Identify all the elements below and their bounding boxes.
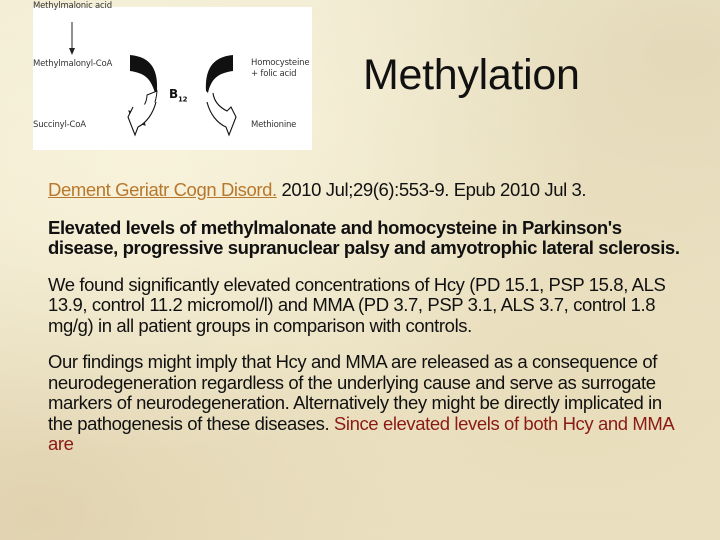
- label-methionine: Methionine: [251, 120, 297, 130]
- label-folic-acid: + folic acid: [251, 69, 297, 79]
- conclusion-highlight: Since elevated levels of both Hcy and MMA are: [48, 412, 674, 454]
- conclusion-paragraph: [48, 352, 688, 455]
- citation: [48, 180, 688, 201]
- b12-base: B: [169, 87, 178, 101]
- slide-body: [48, 180, 688, 471]
- article-title: Elevated levels of methylmalonate and homocysteine in Parkinson's disease, progressive supranuclear palsy and amyotrophic lateral sclerosis.: [48, 216, 680, 258]
- journal-link[interactable]: Dement Geriatr Cogn Disord.: [48, 179, 277, 200]
- citation-details: 2010 Jul;29(6):553-9. Epub 2010 Jul 3.: [276, 179, 587, 200]
- label-succinyl-coa: Succinyl-CoA: [33, 120, 86, 130]
- label-methylmalonic-acid: Methylmalonic acid: [33, 1, 112, 11]
- label-homocysteine: Homocysteine: [251, 58, 310, 68]
- conclusion-text: Our findings might imply that Hcy and MMA are released as a consequence of neurodegeneration regardless of the underlying cause and serve as surrogate markers of neurodegeneration. Alternatively they might be directly implicated in the pathogenesis of these diseases.: [48, 351, 662, 434]
- b12-pathway-diagram: [33, 1, 312, 150]
- slide-title: Methylation: [363, 51, 580, 99]
- right-curved-arrow-icon: [206, 55, 233, 93]
- label-b12: [169, 89, 187, 104]
- b12-subscript: 12: [177, 95, 188, 104]
- left-curved-arrow-icon: [130, 55, 157, 93]
- findings-paragraph: We found significantly elevated concentrations of Hcy (PD 15.1, PSP 15.8, ALS 13.9, control 11.2 micromol/l) and MMA (PD 3.7, PSP 3.1, ALS 3.7, control 1.8 mg/g) in all patient groups in comparison with controls.: [48, 273, 666, 336]
- label-methylmalonyl-coa: Methylmalonyl-CoA: [33, 59, 113, 69]
